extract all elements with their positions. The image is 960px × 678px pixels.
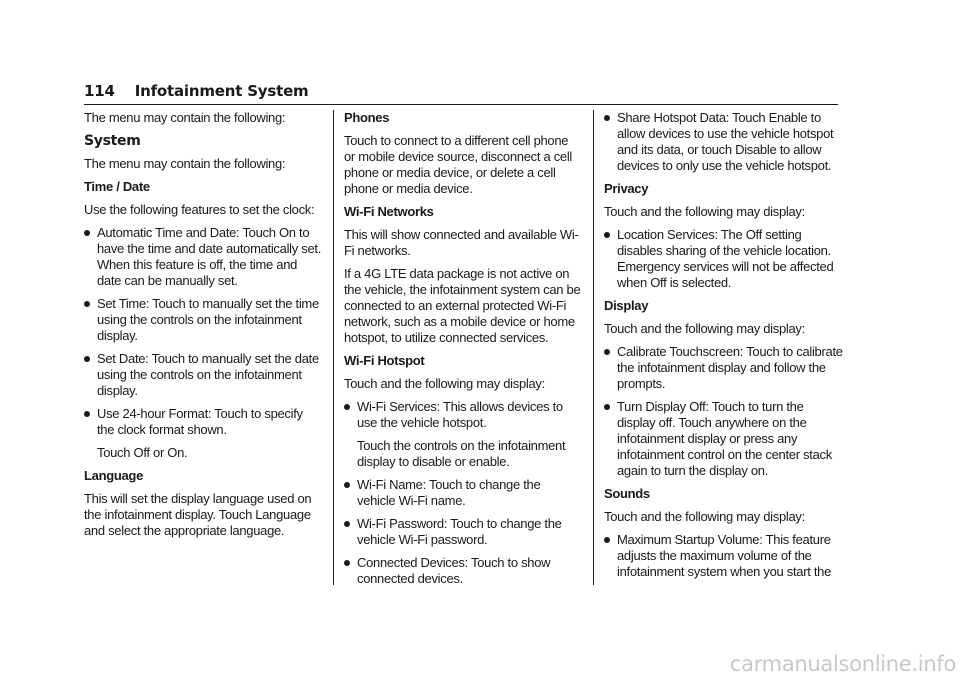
- list-item-text: Location Services: The Off setting disables sharing of the vehicle location. Emergency services will not be affected when Off is selected.: [617, 227, 834, 290]
- display-heading: Display: [604, 298, 649, 313]
- phones-heading: Phones: [344, 110, 390, 125]
- phones-text: Touch to connect to a different cell phone or mobile device source, disconnect a cell phone or media device, or delete a cell phone or media device.: [344, 133, 573, 196]
- list-item-text: Maximum Startup Volume: This feature adjusts the maximum volume of the infotainment system when you start the: [617, 532, 832, 579]
- wifi-hotspot-heading: Wi-Fi Hotspot: [344, 353, 425, 368]
- wifi-networks-heading: Wi-Fi Networks: [344, 204, 434, 219]
- bullet-icon: [84, 230, 90, 236]
- list-item: [344, 555, 582, 587]
- list-item: [604, 110, 844, 174]
- time-date-heading: Time / Date: [84, 179, 150, 194]
- privacy-intro: Touch and the following may display:: [604, 204, 805, 219]
- list-item-text: Wi-Fi Name: Touch to change the vehicle Wi-Fi name.: [357, 477, 541, 508]
- list-item: [344, 516, 582, 548]
- list-item: [84, 351, 322, 399]
- services-note: Touch the controls on the infotainment display to disable or enable.: [357, 438, 566, 469]
- list-item: [604, 532, 844, 580]
- column-3: [604, 110, 844, 587]
- section-title: Infotainment System: [134, 82, 309, 100]
- list-item: [344, 477, 582, 509]
- column-divider-1: [333, 110, 334, 585]
- sounds-heading: Sounds: [604, 486, 650, 501]
- bullet-icon: [344, 560, 350, 566]
- column-divider-2: [593, 110, 594, 585]
- list-item: [84, 296, 322, 344]
- system-heading: System: [84, 133, 141, 149]
- watermark: carmanualsonline.info: [729, 652, 956, 676]
- list-item-text: Calibrate Touchscreen: Touch to calibrate the infotainment display and follow the prompts.: [617, 344, 843, 391]
- sounds-intro: Touch and the following may display:: [604, 509, 805, 524]
- list-item: [344, 399, 582, 431]
- bullet-icon: [604, 232, 610, 238]
- list-item: [604, 344, 844, 392]
- list-item-text: Set Time: Touch to manually set the time using the controls on the infotainment display.: [97, 296, 319, 343]
- list-item-text: Wi-Fi Services: This allows devices to use the vehicle hotspot.: [357, 399, 563, 430]
- column-1: [84, 110, 322, 546]
- display-intro: Touch and the following may display:: [604, 321, 805, 336]
- wifi-hotspot-intro: Touch and the following may display:: [344, 376, 545, 391]
- column-2: [344, 110, 582, 594]
- list-item-text: Use 24-hour Format: Touch to specify the clock format shown.: [97, 406, 303, 437]
- list-item: [604, 227, 844, 291]
- page-number: 114: [84, 82, 115, 100]
- language-text: This will set the display language used on the infotainment display. Touch Language and select the appropriate language.: [84, 491, 312, 538]
- list-item-text: Wi-Fi Password: Touch to change the vehicle Wi-Fi password.: [357, 516, 562, 547]
- intro-text: The menu may contain the following:: [84, 110, 286, 125]
- time-date-intro: Use the following features to set the clock:: [84, 202, 315, 217]
- bullet-icon: [604, 404, 610, 410]
- list-item-text: Connected Devices: Touch to show connected devices.: [357, 555, 551, 586]
- wifi-networks-text: This will show connected and available Wi-Fi networks.: [344, 227, 579, 258]
- list-item-text: Turn Display Off: Touch to turn the display off. Touch anywhere on the infotainment display or press any infotainment control on the center stack again to turn the display on.: [617, 399, 832, 478]
- list-item-text: Automatic Time and Date: Touch On to have the time and date automatically set. When this feature is off, the time and date can be manually set.: [97, 225, 322, 288]
- bullet-icon: [84, 411, 90, 417]
- bullet-icon: [604, 115, 610, 121]
- page-header: [84, 82, 308, 100]
- list-item-text: Set Date: Touch to manually set the date using the controls on the infotainment display.: [97, 351, 319, 398]
- bullet-icon: [84, 356, 90, 362]
- bullet-icon: [604, 537, 610, 543]
- bullet-icon: [84, 301, 90, 307]
- format-note: Touch Off or On.: [97, 445, 188, 460]
- list-item: [84, 406, 322, 438]
- list-item: [84, 225, 322, 289]
- language-heading: Language: [84, 468, 143, 483]
- list-item-text: Share Hotspot Data: Touch Enable to allow devices to use the vehicle hotspot and its data, or touch Disable to allow devices to only use the vehicle hotspot.: [617, 110, 834, 173]
- bullet-icon: [344, 521, 350, 527]
- bullet-icon: [344, 404, 350, 410]
- header-rule: [84, 104, 838, 105]
- system-intro: The menu may contain the following:: [84, 156, 286, 171]
- bullet-icon: [344, 482, 350, 488]
- bullet-icon: [604, 349, 610, 355]
- lte-text: If a 4G LTE data package is not active on the vehicle, the infotainment system can be connected to an external protected Wi-Fi network, such as a mobile device or home hotspot, to utilize connected services.: [344, 266, 581, 345]
- list-item: [604, 399, 844, 479]
- privacy-heading: Privacy: [604, 181, 649, 196]
